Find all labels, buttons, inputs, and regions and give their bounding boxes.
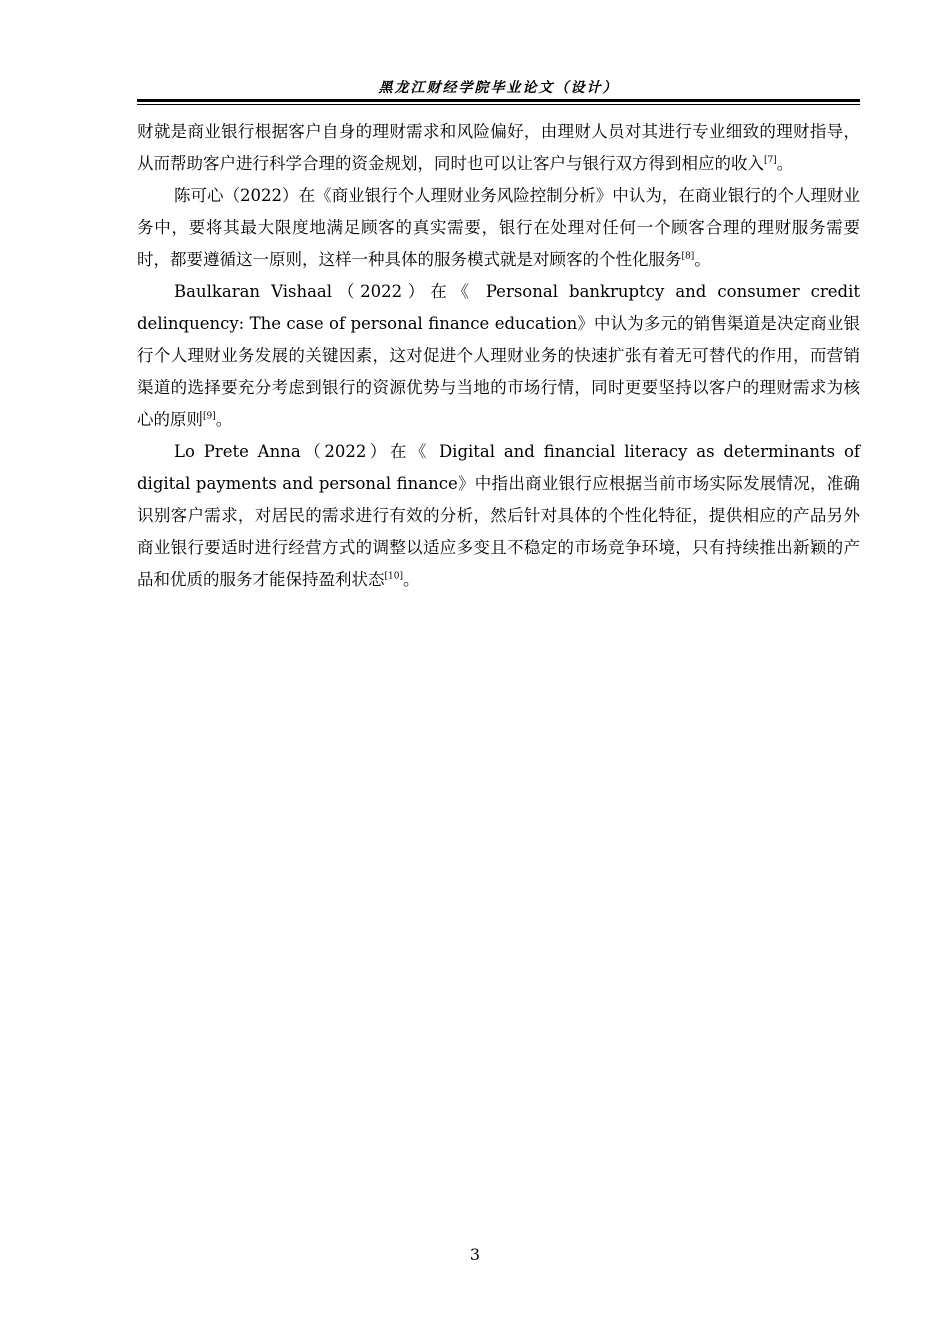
paragraph-baulkaran xyxy=(137,276,860,436)
paragraph-end: 。 xyxy=(402,570,420,589)
paragraph-end: 。 xyxy=(694,250,711,269)
citation-marker: [8] xyxy=(681,251,695,262)
citation-marker: [9] xyxy=(203,411,216,422)
paragraph-text: 陈可心（2022）在《商业银行个人理财业务风险控制分析》中认为，在商业银行的个人理财业务中，要将其最大限度地满足顾客的真实需要，银行在处理对任何一个顾客合理的理财服务需要时，都要遵循这一原则，这样一种具体的服务模式就是对顾客的个性化服务 xyxy=(137,186,860,269)
page-number: 3 xyxy=(469,1245,481,1264)
paragraph-end: 。 xyxy=(215,410,233,429)
body-text xyxy=(137,116,860,596)
header-rule-thin xyxy=(137,104,860,105)
paragraph-text: 财就是商业银行根据客户自身的理财需求和风险偏好，由理财人员对其进行专业细致的理财指导，从而帮助客户进行科学合理的资金规划，同时也可以让客户与银行双方得到相应的收入 xyxy=(137,122,860,173)
header-title: 黑龙江财经学院毕业论文（设计） xyxy=(378,80,619,96)
paragraph-lo-prete xyxy=(137,436,860,596)
paragraph-text: Lo Prete Anna（2022）在《 Digital and financial literacy as determinants of digital payments and personal finance》中指出商业银行应根据当前市场实际发展情况，准确识别客户需求，对居民的需求进行有效的分析，然后针对具体的个性化特征，提供相应的产品另外商业银行要适时进行经营方式的调整以适应多变且不稳定的市场竞争环境，只有持续推出新颖的产品和优质的服务才能保持盈利状态 xyxy=(137,442,860,589)
paragraph-chen-kexin xyxy=(137,180,860,276)
paragraph-end: 。 xyxy=(776,154,794,173)
citation-marker: [7] xyxy=(764,155,777,166)
paragraph-continuation xyxy=(137,116,860,180)
citation-marker: [10] xyxy=(384,571,403,582)
page-header xyxy=(137,78,860,106)
paragraph-text: Baulkaran Vishaal（2022）在《 Personal bankruptcy and consumer credit delinquency: The case of personal finance education》中认为多元的销售渠道是决定商业银行个人理财业务发展的关键因素，这对促进个人理财业务的快速扩张有着无可替代的作用，而营销渠道的选择要充分考虑到银行的资源优势与当地的市场行情，同时更要坚持以客户的理财需求为核心的原则 xyxy=(137,282,860,429)
header-rule-thick xyxy=(137,99,860,102)
